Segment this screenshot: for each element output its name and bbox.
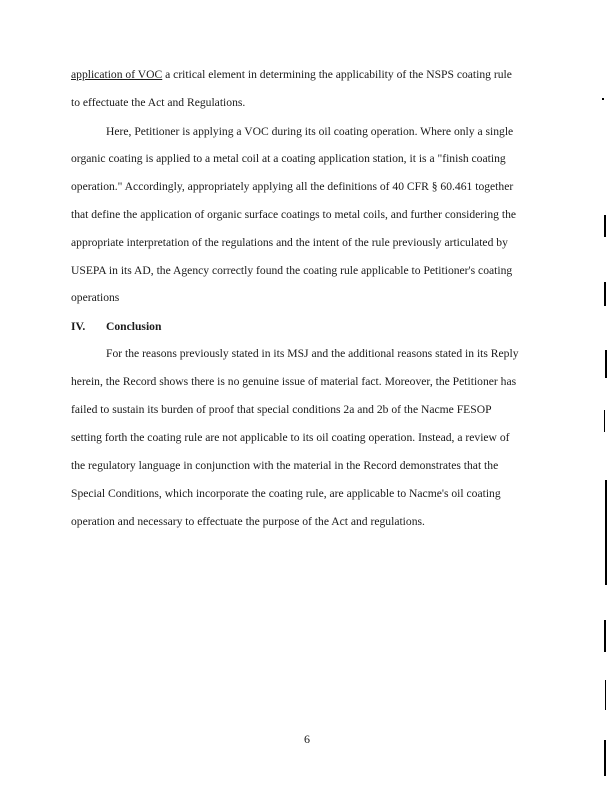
body-line-8: USEPA in its AD, the Agency correctly found the coating rule applicable to Petitioner's coating xyxy=(71,264,513,277)
conclusion-line-2: herein, the Record shows there is no genuine issue of material fact. Moreover, the Petitioner has xyxy=(71,375,517,388)
conclusion-line-7: operation and necessary to effectuate the purpose of the Act and regulations. xyxy=(71,515,425,528)
conclusion-line-1: For the reasons previously stated in its MSJ and the additional reasons stated in its Reply xyxy=(106,347,519,360)
conclusion-line-3: failed to sustain its burden of proof that special conditions 2a and 2b of the Nacme FESOP xyxy=(71,403,492,416)
scan-artifact xyxy=(604,740,606,776)
conclusion-line-4: setting forth the coating rule are not applicable to its oil coating operation. Instead, a review of xyxy=(71,431,510,444)
scan-artifact xyxy=(605,350,607,378)
scan-artifact xyxy=(604,215,606,237)
underlined-phrase: application of VOC xyxy=(71,68,163,81)
body-line-6: that define the application of organic surface coatings to metal coils, and further considering the xyxy=(71,208,517,221)
conclusion-line-6: Special Conditions, which incorporate the coating rule, are applicable to Nacme's oil coating xyxy=(71,487,501,500)
scan-artifact xyxy=(605,680,606,710)
scan-speck xyxy=(602,98,604,100)
scan-artifact xyxy=(604,282,606,306)
body-line-9: operations xyxy=(71,291,120,304)
section-title: Conclusion xyxy=(106,320,162,333)
body-line-3: Here, Petitioner is applying a VOC during its oil coating operation. Where only a single xyxy=(106,125,514,138)
page-number: 6 xyxy=(304,732,310,746)
body-line-1 xyxy=(71,68,541,82)
body-line-4: organic coating is applied to a metal coil at a coating application station, it is a "finish coating xyxy=(71,152,506,165)
line-text: a critical element in determining the applicability of the NSPS coating rule xyxy=(162,68,512,81)
body-line-2: to effectuate the Act and Regulations. xyxy=(71,96,246,109)
conclusion-line-5: the regulatory language in conjunction with the material in the Record demonstrates that the xyxy=(71,459,499,472)
body-line-7: appropriate interpretation of the regulations and the intent of the rule previously articulated by xyxy=(71,236,508,249)
scan-artifact xyxy=(604,620,606,652)
scan-artifact xyxy=(604,410,605,432)
section-number: IV. xyxy=(71,320,86,333)
scan-artifact xyxy=(605,480,607,585)
body-line-5: operation." Accordingly, appropriately applying all the definitions of 40 CFR § 60.461 together xyxy=(71,180,514,193)
